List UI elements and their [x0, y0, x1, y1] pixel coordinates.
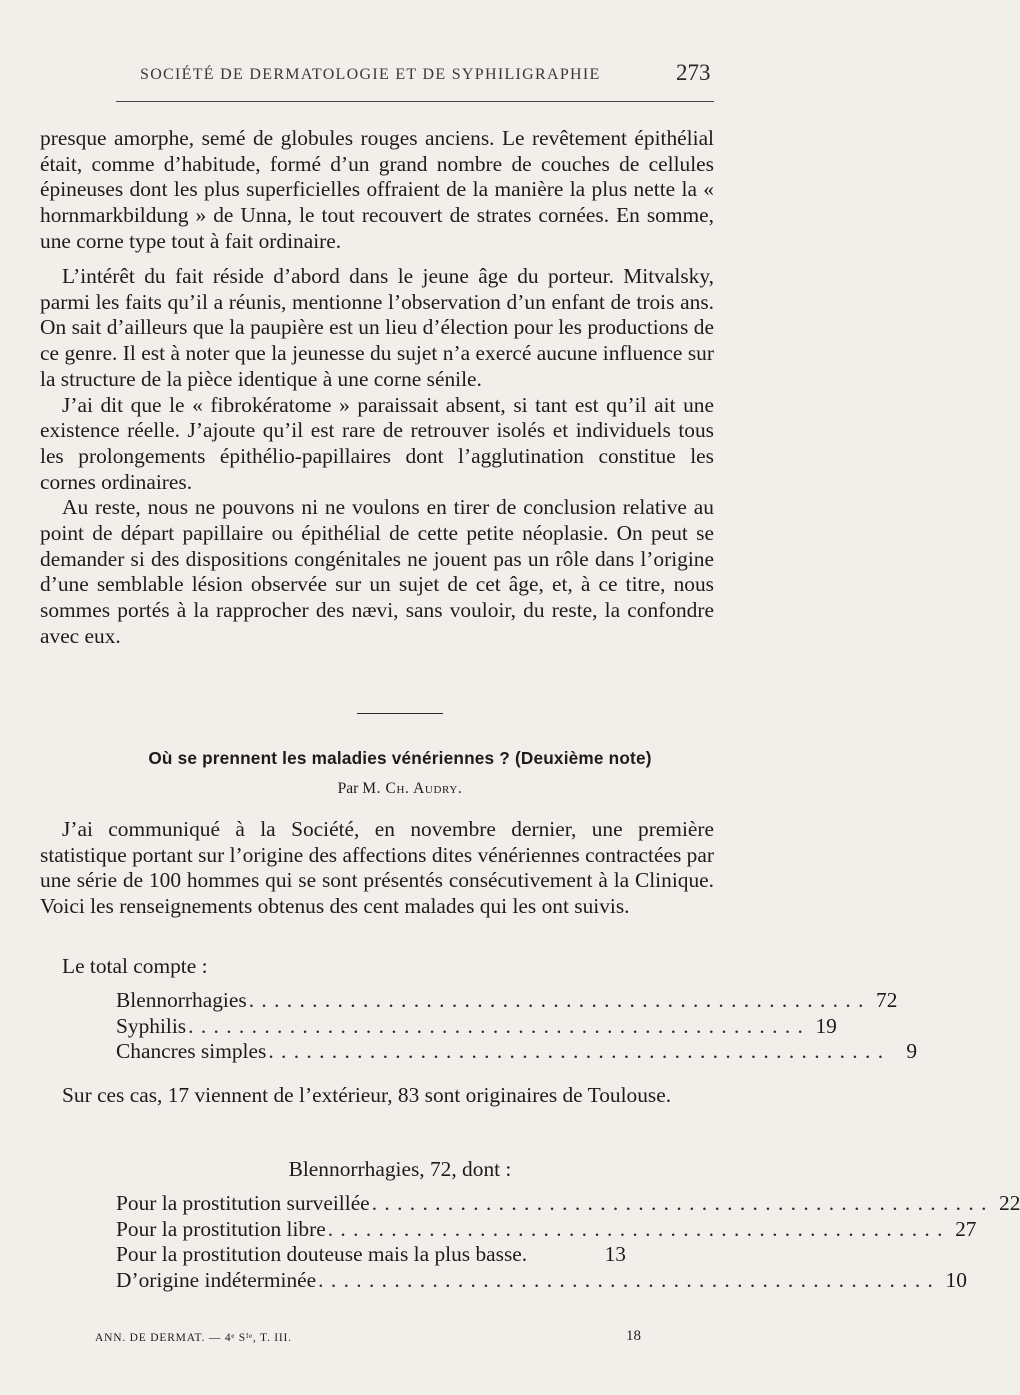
page-footer: [0, 1328, 800, 1352]
list-item-value: 13: [604, 1242, 626, 1267]
dot-leader: . . . . . . . . . . . . . . . . . . . . . . . . . . . . . . . . . . . . . . . . . . . . . . . . .: [248, 988, 865, 1012]
dot-leader: . . . . . . . . . . . . . . . . . . . . . . . . . . . . . . . . . . . . . . . . . . . . . . . . .: [327, 1216, 944, 1241]
dot-leader: . . . . . . . . . . . . . . . . . . . . . . . . . . . . . . . . . . . . . . . . . . . . . . . . .: [371, 1191, 988, 1215]
list-item-value: 72: [876, 988, 898, 1012]
list-item-label: D’origine indéterminée: [116, 1268, 317, 1293]
list-item-label: Chancres simples: [116, 1039, 267, 1064]
byline-prefix: Par: [337, 780, 359, 797]
paragraph-text: J’ai communiqué à la Société, en novembre dernier, une première statistique portant sur l’origine des affections dites vénériennes contractées par une série de 100 hommes qui se sont présentés consécutivement à la Clinique. Voici les renseignements obtenus des cent malades qui les ont suivis.: [40, 817, 714, 919]
article-title: Où se prennent les maladies vénériennes ? (Deuxième note): [148, 748, 652, 768]
list-item-value: 22: [999, 1191, 1020, 1215]
list-item-value: 10: [945, 1268, 967, 1293]
running-title: SOCIÉTÉ DE DERMATOLOGIE ET DE SYPHILIGRAPHIE: [140, 66, 601, 83]
blennorrhagies-heading: Blennorrhagies, 72, dont :: [288, 1157, 512, 1181]
paragraph-text: presque amorphe, semé de globules rouges anciens. Le revêtement épithélial était, comme d’habitude, formé d’un grand nombre de couches de cellules épineuses dont les plus superficielles offraient de la manière la plus nette la « hornmarkbildung » de Unna, le tout recouvert de strates cornées. En somme, une corne type tout à fait ordinaire.: [40, 126, 714, 253]
list-item-value: 19: [815, 1013, 837, 1038]
dot-leader: . . . . . . . . . . . . . . . . . . . . . . . . . . . . . . . . . . . . . . . . . . . . . . . . .: [268, 1039, 885, 1064]
paragraph-text: Au reste, nous ne pouvons ni ne voulons en tirer de conclusion relative au point de départ papillaire ou épithélial de cette petite néoplasie. On peut se demander si des dispositions congénitales ne jouent pas un rôle dans l’origine d’une semblable lésion observée sur un sujet de cet âge, et, à ce titre, nous sommes portés à la rapprocher des nævi, sans vouloir, du reste, la confondre avec eux.: [40, 495, 714, 648]
page-number: 273: [676, 60, 711, 85]
list-item: [116, 988, 898, 1014]
paragraph-text: Sur ces cas, 17 viennent de l’extérieur, 83 sont originaires de Toulouse.: [62, 1083, 672, 1107]
header-rule: [116, 101, 714, 102]
list-item: [116, 1268, 967, 1294]
list-item: [116, 1216, 977, 1243]
list-item-label: Pour la prostitution libre: [116, 1216, 326, 1241]
list-item-label: Blennorrhagies: [116, 988, 247, 1012]
total-line: Le total compte :: [62, 954, 208, 978]
sheet-signature: 18: [626, 1328, 641, 1344]
dot-leader: . . . . . . . . . . . . . . . . . . . . . . . . . . . . . . . . . . . . . . . . . . . . . . . . .: [188, 1013, 804, 1038]
paragraph-text: J’ai dit que le « fibrokératome » paraissait absent, si tant est qu’il ait une existence réelle. J’ajoute qu’il est rare de retrouver isolés et individuels tous les prolongements épithélio-papillaires dont l’agglutination constitue les cornes ordinaires.: [40, 392, 714, 494]
origin-paragraph: [40, 1083, 714, 1109]
list-item: [116, 1191, 1020, 1217]
journal-reference: ANN. DE DERMAT. — 4ᵉ Sᴵᵉ, T. III.: [95, 1332, 292, 1344]
article-byline: [0, 780, 800, 798]
list-item-label: Syphilis: [116, 1013, 187, 1038]
blennorrhagies-breakdown-list: [116, 1191, 1020, 1294]
paragraph-group-discussion: [40, 264, 714, 650]
list-item: [116, 1039, 918, 1065]
paragraph-text: L’intérêt du fait réside d’abord dans le jeune âge du porteur. Mitvalsky, parmi les faits qu’il a réunis, mentionne l’observation d’un enfant de trois ans. On sait d’ailleurs que la paupière est un lieu d’élection pour les productions de ce genre. Il est à noter que la jeunesse du sujet n’a exercé aucune influence sur la structure de la pièce identique à une corne sénile.: [40, 264, 714, 391]
article-intro: [40, 817, 714, 920]
paragraph-continuation: [40, 126, 714, 255]
list-item-label: Pour la prostitution douteuse mais la plus basse.: [116, 1242, 528, 1267]
list-item: [116, 1013, 837, 1040]
list-item: [116, 1242, 626, 1268]
totals-list: [116, 988, 918, 1065]
dot-leader: . . . . . . . . . . . . . . . . . . . . . . . . . . . . . . . . . . . . . . . . . . . . . . . . .: [318, 1268, 934, 1293]
list-item-value: 27: [955, 1216, 977, 1241]
section-separator: [357, 713, 443, 714]
list-item-label: Pour la prostitution surveillée: [116, 1191, 370, 1215]
byline-author: M. Ch. Audry.: [362, 780, 463, 797]
list-item-value: 9: [906, 1039, 918, 1064]
